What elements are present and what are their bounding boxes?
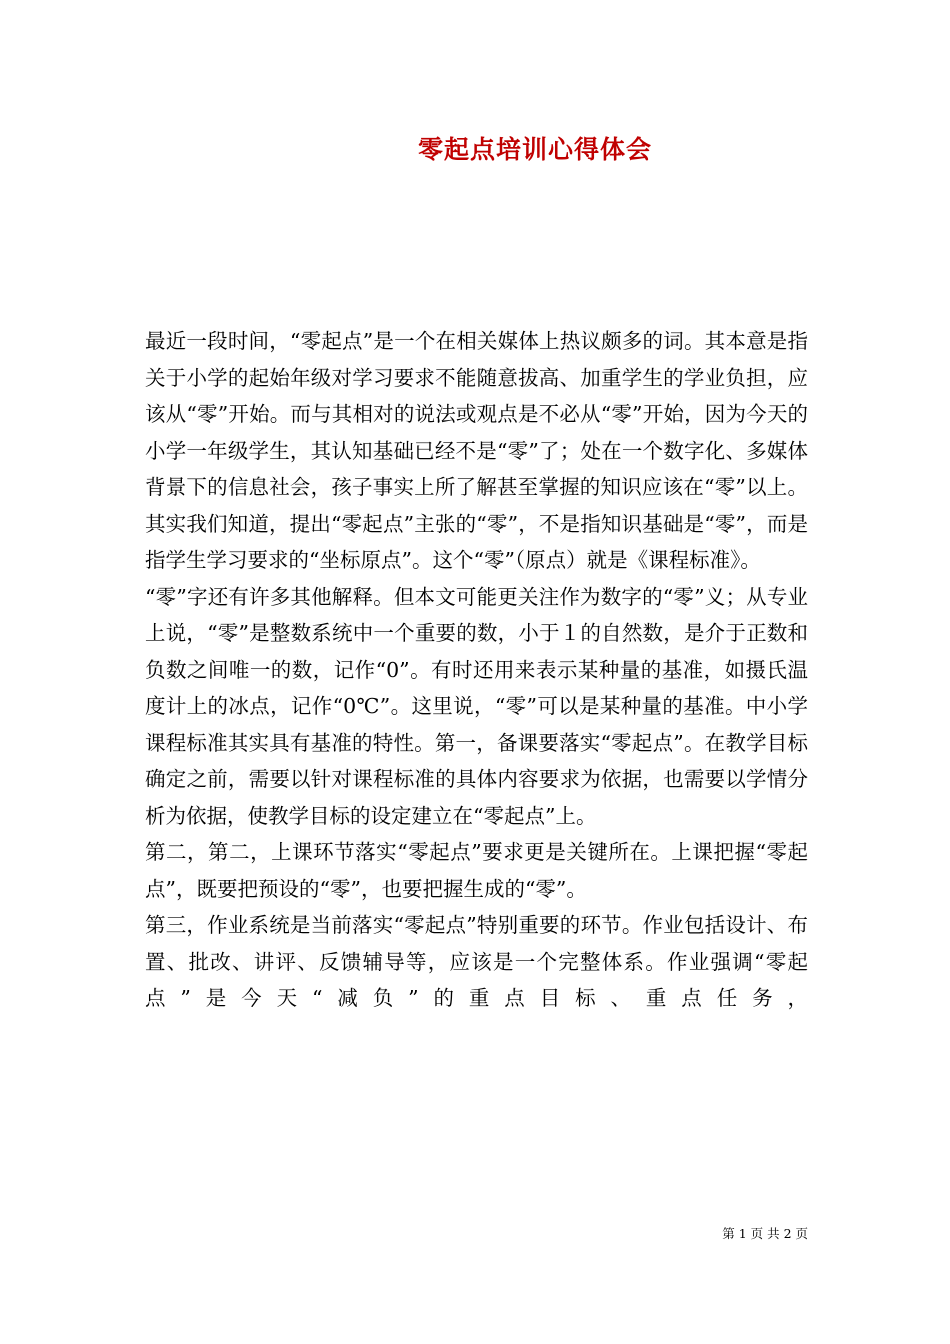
paragraph-4: 第三，作业系统是当前落实“零起点”特别重要的环节。作业包括设计、布置、批改、讲评、反馈辅导等，应该是一个完整体系。作业强调“零起点”是今天“减负”的重点目标、重点任务， bbox=[145, 913, 808, 1010]
document-body bbox=[145, 323, 808, 1017]
document-title: 零起点培训心得体会 bbox=[417, 135, 652, 164]
paragraph-3: 第二，第二，上课环节落实“零起点”要求更是关键所在。上课把握“零起点”，既要把预设的“零”，也要把握生成的“零”。 bbox=[145, 840, 808, 901]
paragraph-2: “零”字还有许多其他解释。但本文可能更关注作为数字的“零”义；从专业上说，“零”是整数系统中一个重要的数，小于１的自然数，是介于正数和负数之间唯一的数，记作“0”。有时还用来表示某种量的基准，如摄氏温度计上的冰点，记作“0℃”。这里说，“零”可以是某种量的基准。中小学课程标准其实具有基准的特性。第一，备课要落实“零起点”。在教学目标确定之前，需要以针对课程标准的具体内容要求为依据，也需要以学情分析为依据，使教学目标的设定建立在“零起点”上。 bbox=[145, 584, 808, 828]
paragraph-1: 最近一段时间，“零起点”是一个在相关媒体上热议颇多的词。其本意是指关于小学的起始年级对学习要求不能随意拔高、加重学生的学业负担，应该从“零”开始。而与其相对的说法或观点是不必从“零”开始，因为今天的小学一年级学生，其认知基础已经不是“零”了；处在一个数字化、多媒体背景下的信息社会，孩子事实上所了解甚至掌握的知识应该在“零”以上。其实我们知道，提出“零起点”主张的“零”，不是指知识基础是“零”，而是指学生学习要求的“坐标原点”。这个“零”（原点）就是《课程标准》。 bbox=[145, 329, 808, 572]
page-footer: 第 1 页 共 2 页 bbox=[722, 1226, 808, 1241]
